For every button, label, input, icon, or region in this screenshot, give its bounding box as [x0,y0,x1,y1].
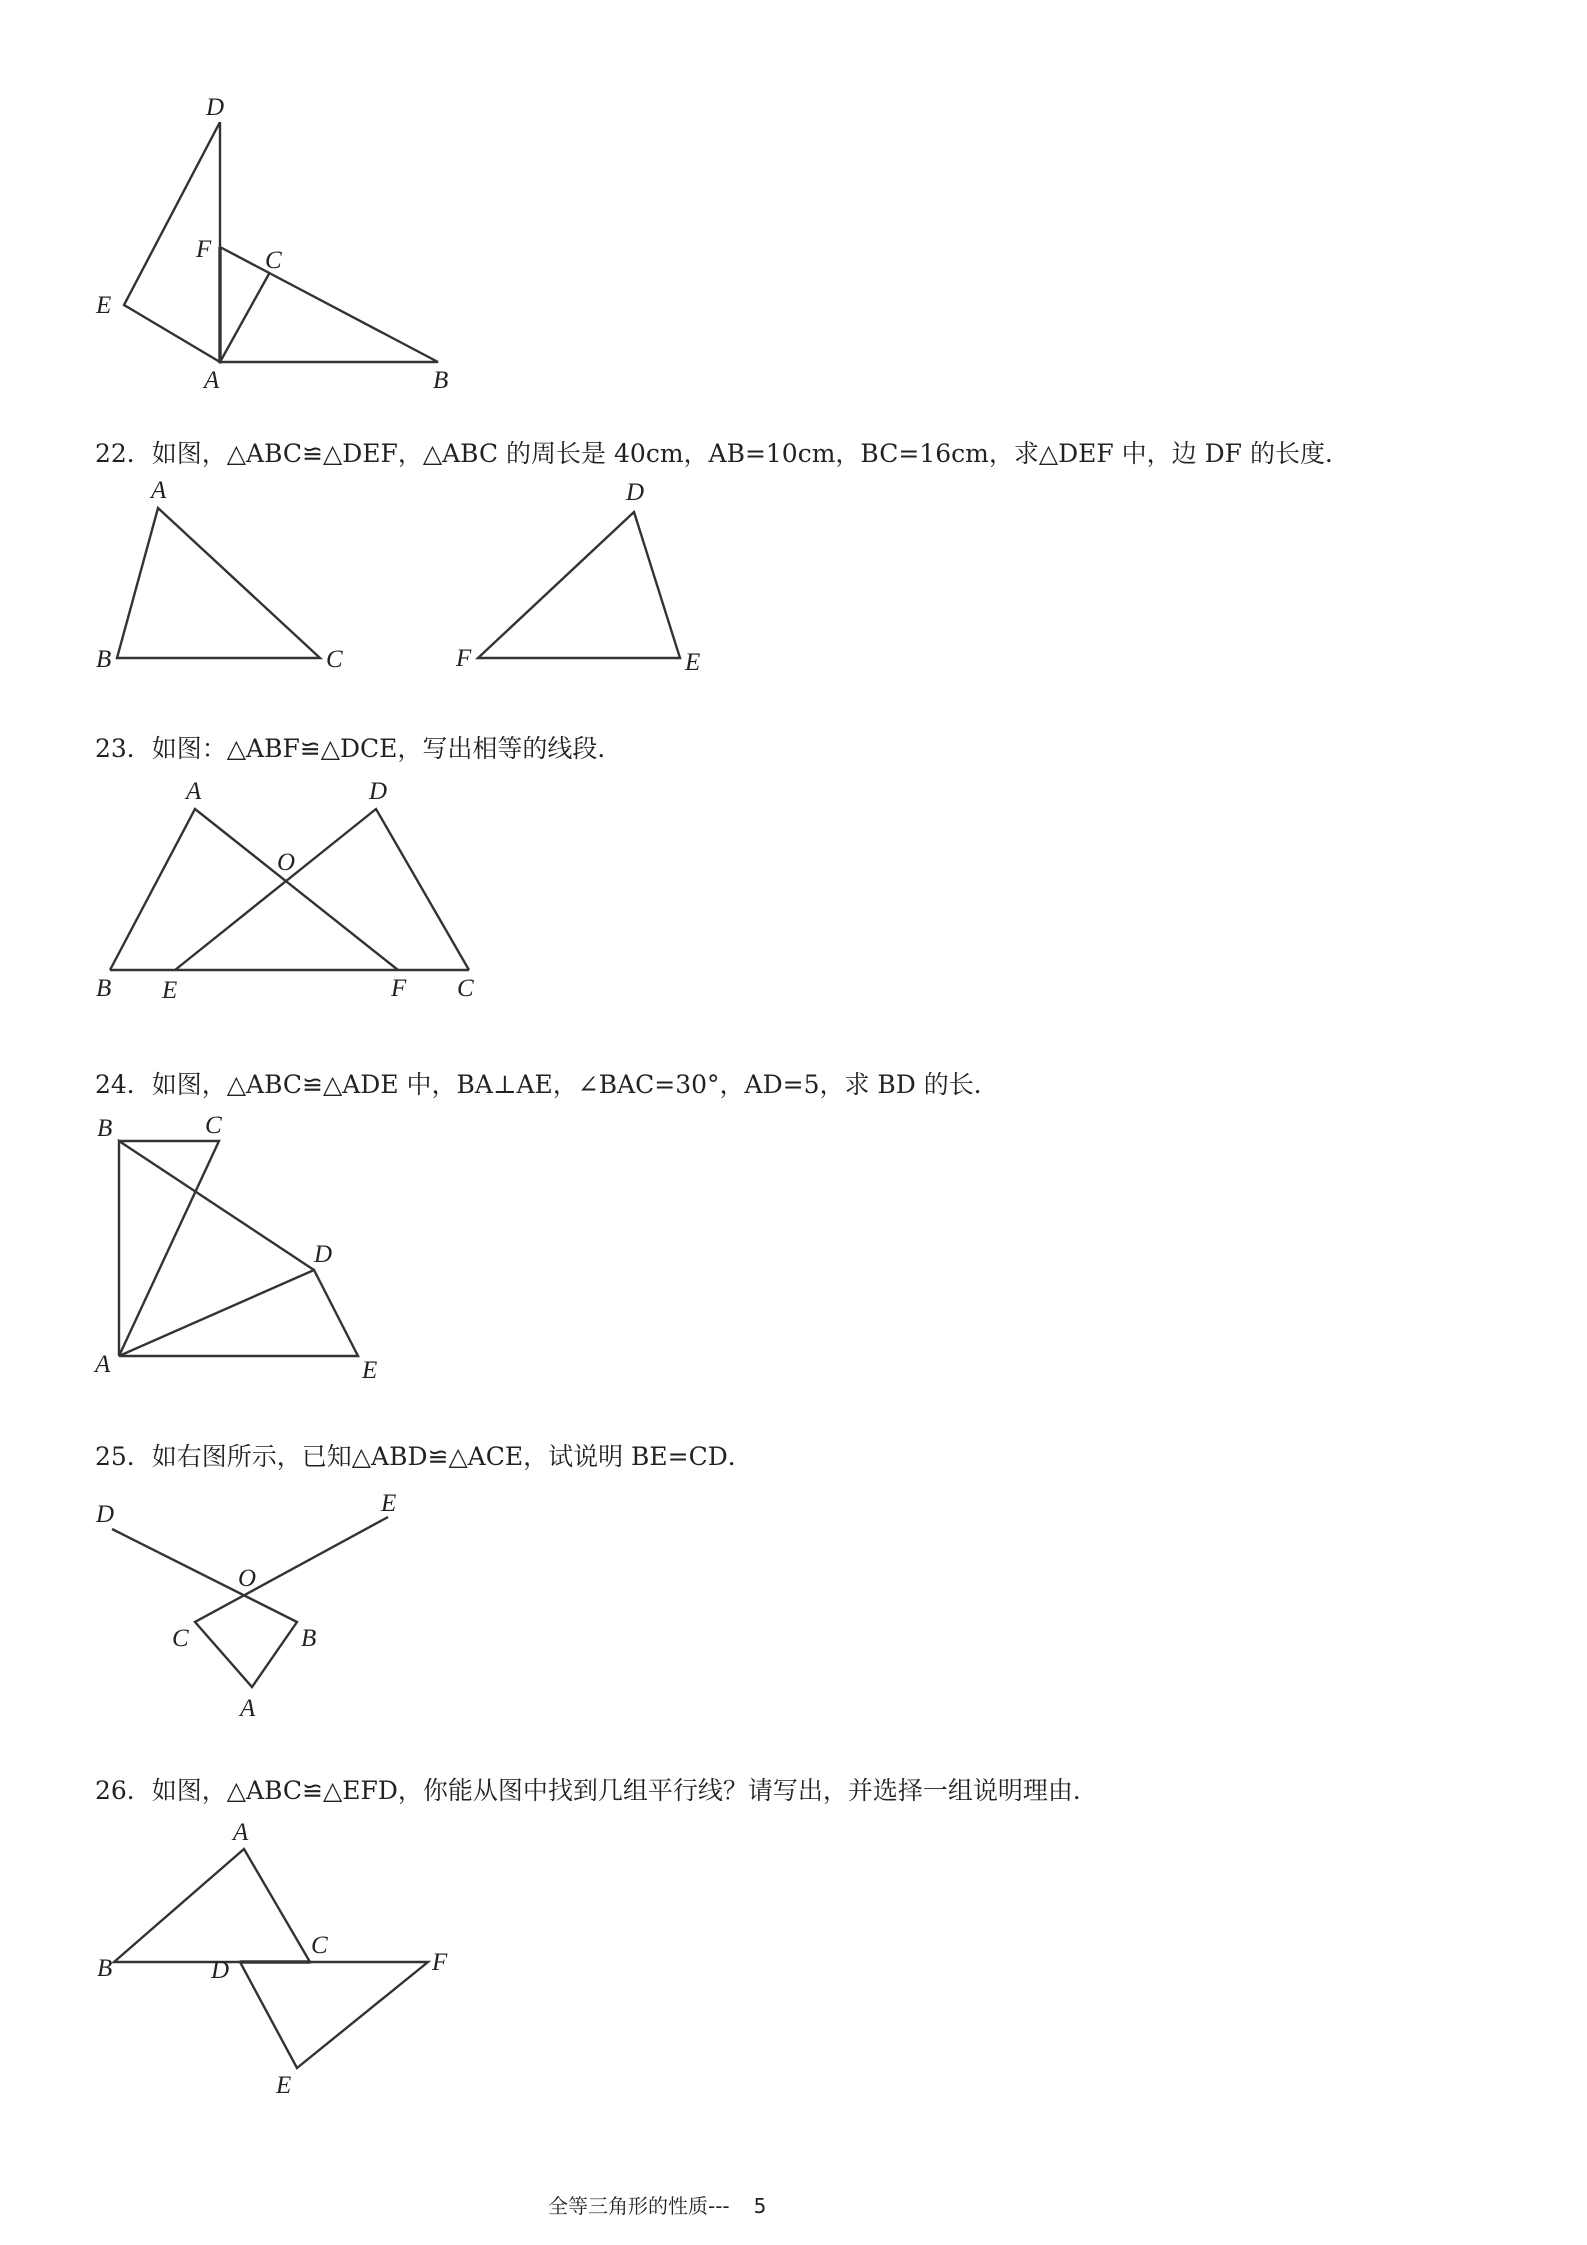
figure-q22 [0,470,760,690]
page-footer [548,2190,766,2219]
lines-D-B-A-C-E [112,1517,388,1687]
label-E: E [381,1490,397,1517]
label-A: A [204,367,220,394]
label-D: D [314,1241,333,1268]
label-C: C [457,975,474,1002]
figure-q26 [0,1810,520,2110]
label-A: A [151,477,167,504]
label-A: A [240,1695,256,1722]
label-E: E [362,1357,378,1384]
footer-title: 全等三角形的性质--- [548,2194,730,2218]
triangle-ABC [117,508,320,658]
lines-B-C-A [119,1141,314,1356]
question-26-text: 26．如图，△ABC≌△EFD，你能从图中找到几组平行线？请写出，并选择一组说明理由． [95,1776,1098,1805]
label-F: F [196,236,212,263]
label-B: B [433,367,449,394]
label-A: A [186,778,202,805]
question-23-text: 23．如图：△ABF≌△DCE，写出相等的线段． [95,734,623,763]
label-E: E [96,292,112,319]
label-F: F [456,645,472,672]
label-B: B [301,1625,317,1652]
label-F: F [391,975,407,1002]
label-B: B [97,1115,113,1142]
lines-ABF [110,809,398,970]
lines-DCE [175,809,469,970]
figure-q21 [0,0,500,400]
label-O: O [277,849,296,876]
label-C: C [172,1625,189,1652]
label-B: B [96,646,112,673]
label-D: D [206,94,225,121]
question-22-text: 22．如图，△ABC≌△DEF，△ABC 的周长是 40cm，AB=10cm，BC=16cm，求△DEF 中，边 DF 的长度． [95,439,1350,468]
label-E: E [685,649,701,676]
label-C: C [311,1932,328,1959]
label-B: B [97,1955,113,1982]
label-C: C [205,1112,222,1139]
triangle-DEF [478,512,680,658]
figure-q25 [0,1475,460,1735]
label-D: D [96,1501,115,1528]
label-C: C [265,247,282,274]
lines-A-D-E-A [119,1270,358,1356]
label-F: F [432,1949,448,1976]
label-C: C [326,646,343,673]
label-D: D [369,778,388,805]
triangle-ABC [114,1849,310,1962]
label-B: B [96,975,112,1002]
label-O: O [238,1565,257,1592]
question-24-text: 24．如图，△ABC≌△ADE 中，BA⊥AE，∠BAC=30°，AD=5，求 BD 的长． [95,1070,999,1099]
question-25-text: 25．如右图所示，已知△ABD≌△ACE，试说明 BE=CD． [95,1442,753,1471]
label-A: A [95,1351,111,1378]
label-E: E [162,977,178,1004]
figure-q23 [0,770,520,1010]
triangle-EFD [240,1962,428,2068]
label-D: D [211,1957,230,1984]
figure-q24 [0,1100,420,1400]
label-D: D [626,479,645,506]
label-A: A [233,1819,249,1846]
edge-AFC [220,247,438,362]
label-E: E [276,2072,292,2099]
page-number: 5 [753,2194,767,2218]
